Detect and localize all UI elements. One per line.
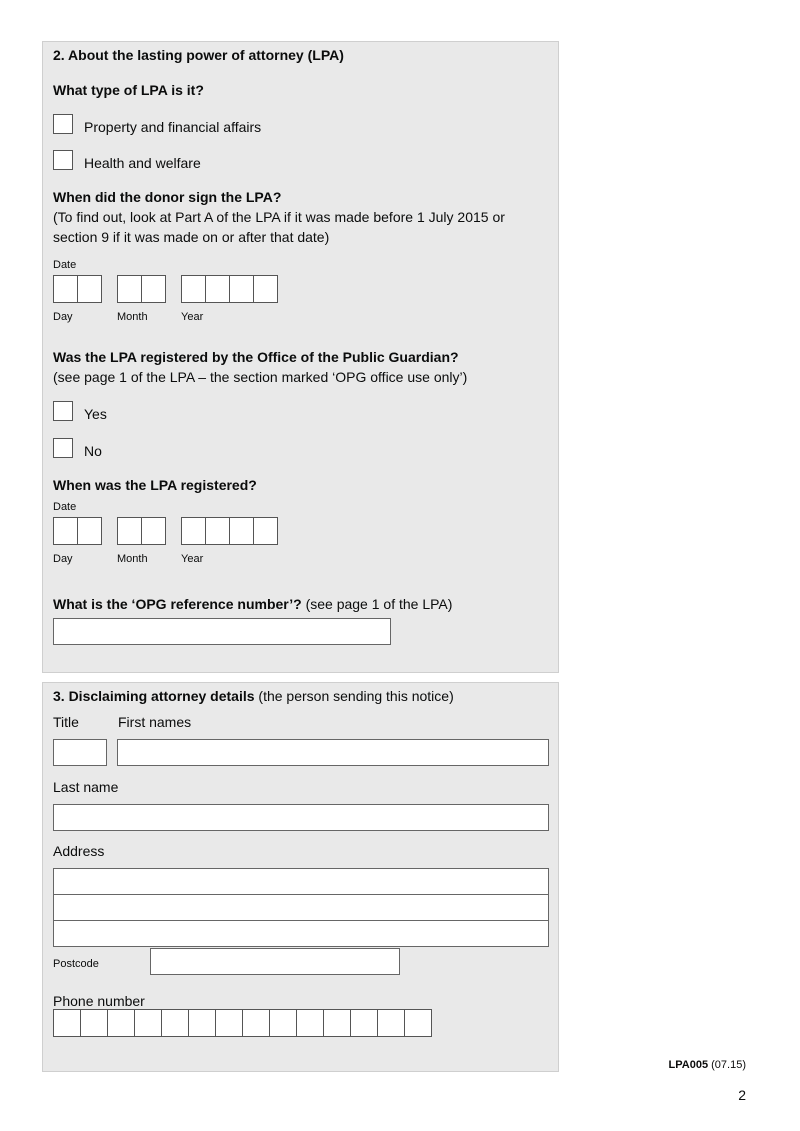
digit-box[interactable] xyxy=(117,517,142,545)
last-name-label: Last name xyxy=(53,779,119,795)
form-code: LPA005 xyxy=(668,1059,709,1071)
yes-label: Yes xyxy=(84,406,107,422)
registered-year-input[interactable] xyxy=(181,517,278,545)
registered-day-input[interactable] xyxy=(53,517,102,545)
when-registered-question: When was the LPA registered? xyxy=(53,477,257,493)
postcode-input[interactable] xyxy=(150,948,400,975)
property-financial-label: Property and financial affairs xyxy=(84,119,262,135)
address-label: Address xyxy=(53,843,105,859)
registered-yes-checkbox[interactable] xyxy=(53,401,73,421)
address-line-3-input[interactable] xyxy=(53,920,549,947)
digit-box[interactable] xyxy=(77,275,102,303)
digit-box[interactable] xyxy=(161,1009,189,1037)
year-label: Year xyxy=(181,311,204,323)
form-version: (07.15) xyxy=(711,1059,746,1071)
title-label: Title xyxy=(53,714,79,730)
no-label: No xyxy=(84,443,102,459)
section-3-title-help: (the person sending this notice) xyxy=(258,688,454,704)
digit-box[interactable] xyxy=(141,517,166,545)
digit-box[interactable] xyxy=(269,1009,297,1037)
registered-month-input[interactable] xyxy=(117,517,166,545)
digit-box[interactable] xyxy=(253,275,278,303)
section-3-title-line xyxy=(53,688,454,704)
section-3-panel xyxy=(42,682,559,1072)
digit-box[interactable] xyxy=(215,1009,243,1037)
date-label: Date xyxy=(53,501,77,513)
month-label: Month xyxy=(117,311,148,323)
donor-sign-help-line-1: (To find out, look at Part A of the LPA if it was made before 1 July 2015 or xyxy=(53,209,505,225)
postcode-label: Postcode xyxy=(53,958,99,970)
digit-box[interactable] xyxy=(242,1009,270,1037)
first-names-label: First names xyxy=(118,714,192,730)
digit-box[interactable] xyxy=(117,275,142,303)
digit-box[interactable] xyxy=(323,1009,351,1037)
form-code-line xyxy=(669,1059,746,1071)
digit-box[interactable] xyxy=(205,517,230,545)
digit-box[interactable] xyxy=(53,1009,81,1037)
day-label: Day xyxy=(53,553,73,565)
digit-box[interactable] xyxy=(377,1009,405,1037)
phone-number-input[interactable] xyxy=(53,1009,432,1037)
digit-box[interactable] xyxy=(80,1009,108,1037)
digit-box[interactable] xyxy=(350,1009,378,1037)
opg-ref-question: What is the ‘OPG reference number’? xyxy=(53,596,302,612)
lpa-type-question: What type of LPA is it? xyxy=(53,82,204,98)
address-line-1-input[interactable] xyxy=(53,868,549,895)
registered-help: (see page 1 of the LPA – the section marked ‘OPG office use only’) xyxy=(53,369,468,385)
month-label: Month xyxy=(117,553,148,565)
digit-box[interactable] xyxy=(53,275,78,303)
address-line-2-input[interactable] xyxy=(53,894,549,921)
donor-sign-month-input[interactable] xyxy=(117,275,166,303)
opg-ref-question-line xyxy=(53,596,452,612)
title-input[interactable] xyxy=(53,739,107,766)
registered-question: Was the LPA registered by the Office of the Public Guardian? xyxy=(53,349,459,365)
digit-box[interactable] xyxy=(296,1009,324,1037)
health-welfare-label: Health and welfare xyxy=(84,155,201,171)
digit-box[interactable] xyxy=(134,1009,162,1037)
digit-box[interactable] xyxy=(188,1009,216,1037)
date-label: Date xyxy=(53,259,77,271)
digit-box[interactable] xyxy=(77,517,102,545)
digit-box[interactable] xyxy=(205,275,230,303)
digit-box[interactable] xyxy=(181,275,206,303)
digit-box[interactable] xyxy=(253,517,278,545)
first-names-input[interactable] xyxy=(117,739,549,766)
donor-sign-help-line-2: section 9 if it was made on or after that date) xyxy=(53,229,330,245)
digit-box[interactable] xyxy=(181,517,206,545)
property-financial-checkbox[interactable] xyxy=(53,114,73,134)
day-label: Day xyxy=(53,311,73,323)
last-name-input[interactable] xyxy=(53,804,549,831)
digit-box[interactable] xyxy=(141,275,166,303)
digit-box[interactable] xyxy=(229,275,254,303)
opg-ref-help: (see page 1 of the LPA) xyxy=(305,596,453,612)
opg-reference-input[interactable] xyxy=(53,618,391,645)
digit-box[interactable] xyxy=(229,517,254,545)
digit-box[interactable] xyxy=(107,1009,135,1037)
digit-box[interactable] xyxy=(404,1009,432,1037)
year-label: Year xyxy=(181,553,204,565)
section-2-title: 2. About the lasting power of attorney (LPA) xyxy=(53,47,344,63)
digit-box[interactable] xyxy=(53,517,78,545)
section-3-title: 3. Disclaiming attorney details xyxy=(53,688,255,704)
page-number: 2 xyxy=(738,1087,746,1103)
donor-sign-year-input[interactable] xyxy=(181,275,278,303)
phone-label: Phone number xyxy=(53,993,145,1009)
donor-sign-question: When did the donor sign the LPA? xyxy=(53,189,282,205)
registered-no-checkbox[interactable] xyxy=(53,438,73,458)
health-welfare-checkbox[interactable] xyxy=(53,150,73,170)
donor-sign-day-input[interactable] xyxy=(53,275,102,303)
section-2-panel xyxy=(42,41,559,673)
